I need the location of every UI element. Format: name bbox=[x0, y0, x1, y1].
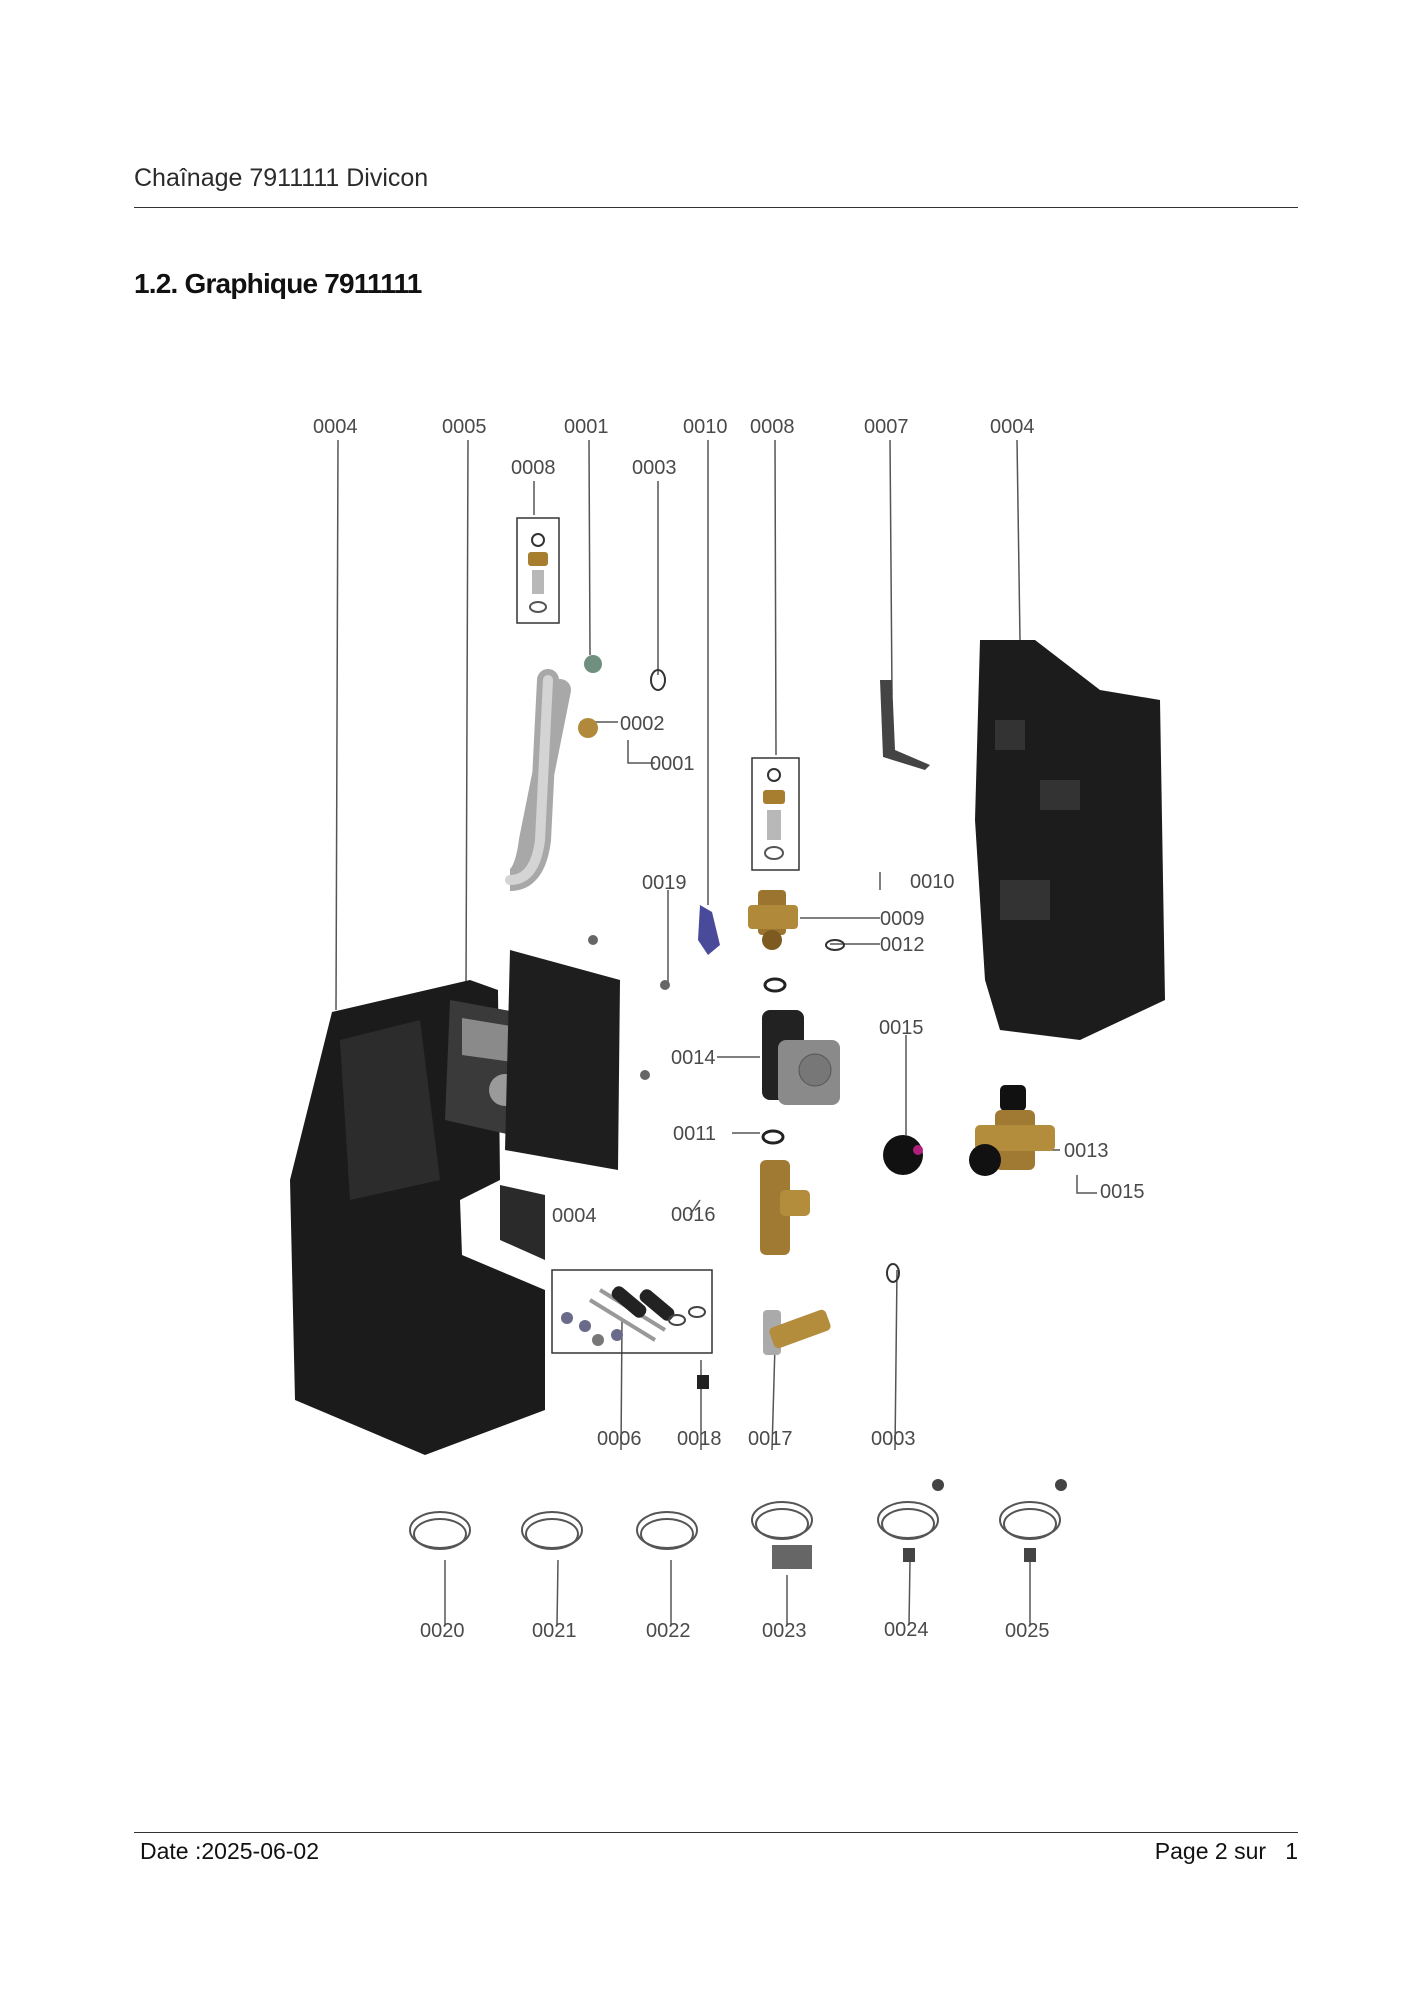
label-0008-top: 0008 bbox=[750, 416, 795, 438]
hardware-kit-0006 bbox=[552, 1270, 712, 1353]
label-0021: 0021 bbox=[532, 1620, 577, 1642]
footer-date: Date :2025-06-02 bbox=[140, 1838, 320, 1864]
label-0022: 0022 bbox=[646, 1620, 691, 1642]
footer-divider bbox=[134, 1832, 1298, 1833]
seal-kit-box-right bbox=[752, 758, 799, 870]
label-0001-top: 0001 bbox=[564, 416, 609, 438]
brass-valve-0009 bbox=[748, 890, 798, 950]
label-0003-bottom: 0003 bbox=[871, 1428, 916, 1450]
gasket-0011 bbox=[763, 1131, 783, 1143]
label-0004-top-left: 0004 bbox=[313, 416, 358, 438]
sensor-cables bbox=[410, 1502, 1060, 1549]
label-0018: 0018 bbox=[677, 1428, 722, 1450]
gauge-0015 bbox=[883, 1135, 923, 1175]
screw-mid bbox=[640, 1070, 650, 1080]
label-0006: 0006 bbox=[597, 1428, 642, 1450]
label-0015-right: 0015 bbox=[1100, 1181, 1145, 1203]
label-0017: 0017 bbox=[748, 1428, 793, 1450]
label-0004-top-right: 0004 bbox=[990, 416, 1035, 438]
label-0001-mid: 0001 bbox=[650, 753, 695, 775]
label-0011: 0011 bbox=[673, 1123, 717, 1145]
label-0003-top: 0003 bbox=[632, 457, 677, 479]
label-0005: 0005 bbox=[442, 416, 487, 438]
seal-kit-box-left bbox=[517, 518, 559, 623]
document-header-title: Chaînage 7911111 Divicon bbox=[134, 164, 429, 192]
footer-page-number: Page 2 sur 1 bbox=[1154, 1838, 1298, 1864]
label-0024: 0024 bbox=[884, 1619, 929, 1641]
label-0023: 0023 bbox=[762, 1620, 807, 1642]
sensor-connectors bbox=[772, 1479, 1067, 1569]
label-0007: 0007 bbox=[864, 416, 909, 438]
section-title: 1.2. Graphique 7911111 bbox=[134, 268, 422, 299]
clip-0018 bbox=[697, 1375, 709, 1389]
rear-mounting-housing bbox=[975, 640, 1165, 1040]
pipe-fitting bbox=[578, 718, 598, 738]
label-0008-left: 0008 bbox=[511, 457, 556, 479]
label-0009: 0009 bbox=[880, 908, 925, 930]
bypass-pipe-assembly bbox=[510, 680, 560, 880]
label-0013: 0013 bbox=[1064, 1140, 1109, 1162]
nut-fitting bbox=[584, 655, 602, 673]
label-0020: 0020 bbox=[420, 1620, 465, 1642]
gasket-top bbox=[765, 979, 785, 991]
label-0010-mid: 0010 bbox=[910, 871, 955, 893]
bracket-clip bbox=[880, 680, 930, 770]
label-0004-mid: 0004 bbox=[552, 1205, 597, 1227]
label-0016: 0016 bbox=[671, 1204, 716, 1226]
screw-top bbox=[588, 935, 598, 945]
label-0025: 0025 bbox=[1005, 1620, 1050, 1642]
purple-valve-handle bbox=[698, 905, 720, 955]
sensor-fitting-0017 bbox=[763, 1308, 832, 1355]
label-0019: 0019 bbox=[642, 872, 687, 894]
label-0002: 0002 bbox=[620, 713, 665, 735]
brass-tee-0016 bbox=[760, 1160, 810, 1255]
label-0015-top: 0015 bbox=[879, 1017, 924, 1039]
label-0014: 0014 bbox=[671, 1047, 716, 1069]
label-0010-top: 0010 bbox=[683, 416, 728, 438]
circulation-pump-0014 bbox=[762, 1010, 840, 1105]
mixing-valve-0013 bbox=[969, 1085, 1055, 1176]
o-ring-0012 bbox=[826, 940, 844, 950]
screw-0019 bbox=[660, 980, 670, 990]
label-0012: 0012 bbox=[880, 934, 925, 956]
